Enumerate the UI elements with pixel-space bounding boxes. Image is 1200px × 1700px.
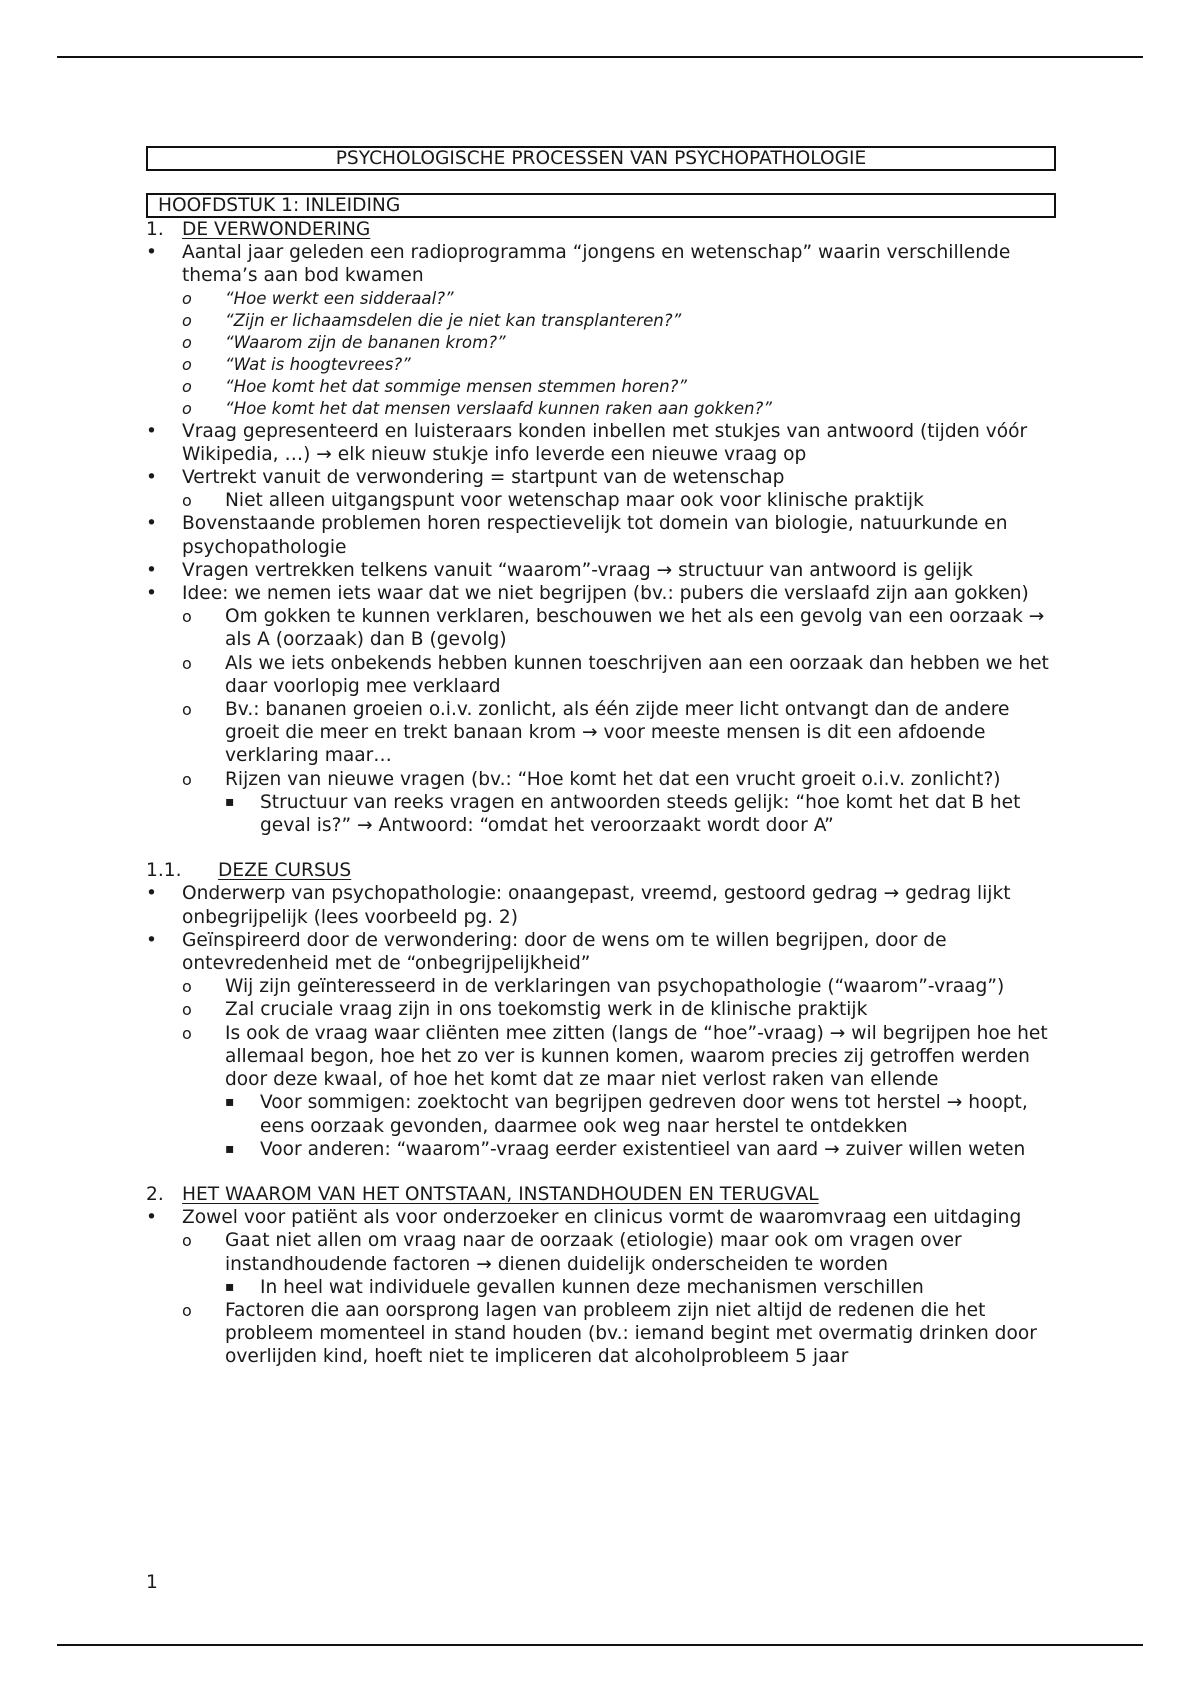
sub-bullet: o Om gokken te kunnen verklaren, beschouwen we het als een gevolg van een oorzaak → als A (oorzaak) dan B (gevolg) [182,605,1056,651]
bullet: • Vragen vertrekken telkens vanuit “waarom”-vraag → structuur van antwoord is gelijk [146,559,1056,582]
section-heading [146,218,1056,241]
bullet-list [146,1206,1056,1368]
section-title: HET WAAROM VAN HET ONTSTAAN, INSTANDHOUDEN EN TERUGVAL [182,1183,819,1205]
sub-sub-list [225,1091,1056,1161]
top-rule [57,56,1143,58]
sub-bullet: o Factoren die aan oorsprong lagen van probleem zijn niet altijd de redenen die het probleem momenteel in stand houden (bv.: iemand begint met overmatig drinken door overlijden kind, hoeft niet te impliceren dat alcoholprobleem 5 jaar [182,1299,1056,1369]
sub-bullet-text: Is ook de vraag waar cliënten mee zitten (langs de “hoe”-vraag) → wil begrijpen hoe het allemaal begon, hoe het zo ver is kunnen komen, waarom precies zij getroffen werden door deze kwaal, of hoe het komt dat ze maar niet verlost raken van ellende [225,1022,1048,1091]
sub-bullet-text: Gaat niet allen om vraag naar de oorzaak (etiologie) maar ook om vragen over instandhoudende factoren → dienen duidelijk onderscheiden te worden [225,1230,962,1275]
sub-bullet: o Wij zijn geïnteresseerd in de verklaringen van psychopathologie (“waarom”-vraag”) [182,975,1056,998]
sub-list [182,1229,1056,1368]
section-title: DEZE CURSUS [218,860,352,882]
sub-bullet-text: Rijzen van nieuwe vragen (bv.: “Hoe komt het dat een vrucht groeit o.i.v. zonlicht?) [225,768,1001,790]
sub-sub-bullet: ▪ Voor sommigen: zoektocht van begrijpen gedreven door wens tot herstel → hoopt, eens oorzaak gevonden, daarmee ook weg naar herstel te ontdekken [225,1091,1056,1137]
sub-bullet: o Zal cruciale vraag zijn in ons toekomstig werk in de klinische praktijk [182,998,1056,1021]
section-number: 1.1. [146,860,182,882]
question: o “Hoe werkt een sidderaal?” [182,288,1056,310]
bullet-list [146,241,1056,837]
question-list [182,288,1056,420]
sub-bullet: o Als we iets onbekends hebben kunnen toeschrijven aan een oorzaak dan hebben we het daar voorlopig mee verklaard [182,652,1056,698]
sub-list [182,975,1056,1161]
section-number: 2. [146,1183,164,1205]
doc-title: PSYCHOLOGISCHE PROCESSEN VAN PSYCHOPATHOLOGIE [146,146,1056,171]
question: o “Zijn er lichaamsdelen die je niet kan transplanteren?” [182,310,1056,332]
sub-list [182,489,1056,512]
sub-bullet: o Niet alleen uitgangspunt voor wetenschap maar ook voor klinische praktijk [182,489,1056,512]
question: o “Waarom zijn de bananen krom?” [182,332,1056,354]
sub-bullet [182,1022,1056,1161]
sub-sub-bullet: ▪ Structuur van reeks vragen en antwoorden steeds gelijk: “hoe komt het dat B het geval is?” → Antwoord: “omdat het veroorzaakt wordt door A” [225,791,1056,837]
bullet: • Vraag gepresenteerd en luisteraars konden inbellen met stukjes van antwoord (tijden vóór Wikipedia, …) → elk nieuw stukje info leverde een nieuwe vraag op [146,420,1056,466]
page-number: 1 [146,1572,158,1593]
bullet [146,466,1056,512]
bullet [146,1206,1056,1368]
sub-bullet [182,768,1056,838]
sub-list [182,605,1056,837]
document-body [146,146,1056,1369]
question: o “Wat is hoogtevrees?” [182,354,1056,376]
section-number: 1. [146,219,164,240]
bullet-list [146,882,1056,1160]
bottom-rule [57,1644,1143,1646]
bullet [146,929,1056,1161]
sub-sub-list [225,791,1056,837]
sub-bullet: o Bv.: bananen groeien o.i.v. zonlicht, als één zijde meer licht ontvangt dan de andere groeit die meer en trekt banaan krom → voor meeste mensen is dit een afdoende verklaring maar… [182,698,1056,768]
bullet: • Onderwerp van psychopathologie: onaangepast, vreemd, gestoord gedrag → gedrag lijkt onbegrijpelijk (lees voorbeeld pg. 2) [146,882,1056,928]
question: o “Hoe komt het dat mensen verslaafd kunnen raken aan gokken?” [182,398,1056,420]
section-heading [146,1183,1056,1206]
sub-sub-list [225,1276,1056,1299]
bullet-text: Zowel voor patiënt als voor onderzoeker en clinicus vormt de waaromvraag een uitdaging [182,1207,1022,1229]
chapter-heading: HOOFDSTUK 1: INLEIDING [146,193,1056,218]
bullet [146,241,1056,419]
section-title: DE VERWONDERING [182,219,371,240]
bullet-text: Geïnspireerd door de verwondering: door de wens om te willen begrijpen, door de ontevredenheid met de “onbegrijpelijkheid” [182,929,947,975]
bullet [146,582,1056,837]
sub-sub-bullet: ▪ Voor anderen: “waarom”-vraag eerder existentieel van aard → zuiver willen weten [225,1138,1056,1161]
bullet: • Bovenstaande problemen horen respectievelijk tot domein van biologie, natuurkunde en psychopathologie [146,512,1056,558]
sub-bullet [182,1229,1056,1299]
bullet-text: Aantal jaar geleden een radioprogramma “jongens en wetenschap” waarin verschillende thema’s aan bod kwamen [182,242,1011,287]
bullet-text: Idee: we nemen iets waar dat we niet begrijpen (bv.: pubers die verslaafd zijn aan gokken) [182,583,1029,605]
subsection-heading [146,859,1056,882]
bullet-text: Vertrekt vanuit de verwondering = startpunt van de wetenschap [182,467,785,489]
sub-sub-bullet: ▪ In heel wat individuele gevallen kunnen deze mechanismen verschillen [225,1276,1056,1299]
question: o “Hoe komt het dat sommige mensen stemmen horen?” [182,376,1056,398]
